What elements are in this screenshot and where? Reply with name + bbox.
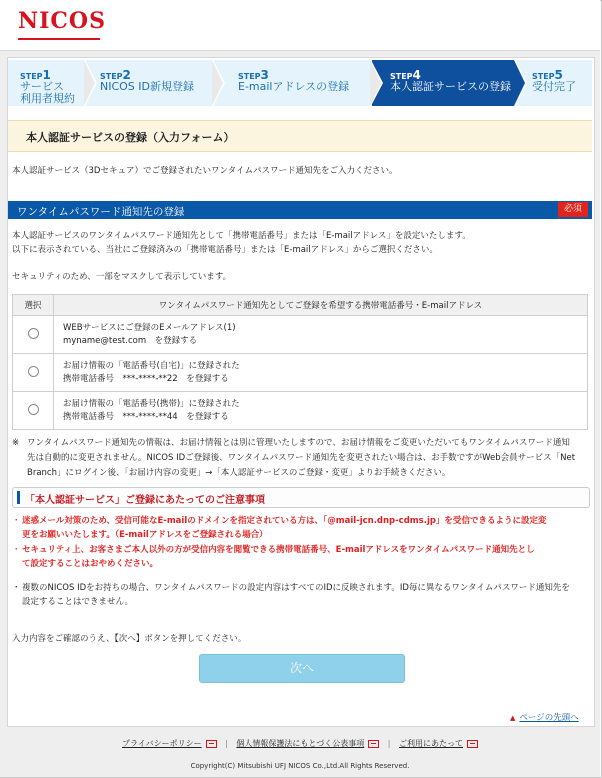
radio-home-phone[interactable] [28,366,39,377]
bullet: ・ [12,545,21,555]
page-top-label: ページの先頭へ [519,713,579,723]
mask-note: セキュリティのため、一部をマスクして表示しています。 [12,272,232,282]
external-window-icon [368,740,379,748]
option-line-1: WEBサービスにご登録のEメールアドレス(1) [63,322,236,333]
step-5 [516,60,592,106]
step-label: E-mailアドレスの登録 [238,80,350,93]
logo-underline [18,38,100,40]
site-footer [0,728,600,776]
step-label: サービス 利用者規約 [20,80,75,105]
step-arrow [212,60,223,106]
step-number: 4 [412,68,421,82]
caution-item-2 [12,543,590,571]
footer-link-privacy[interactable]: プライバシーポリシー [121,739,202,748]
external-window-icon [467,740,478,748]
column-header-select: 選択 [13,295,54,316]
caution-line: 更をお願いいたします。（E-mailアドレスをご登録される場合） [22,530,268,540]
required-badge: 必須 [558,202,588,217]
step-arrow [514,60,525,106]
caution-header-accent [17,491,20,504]
bullet: ・ [12,583,21,593]
option-line-1: お届け情報の「電話番号(自宅)」に登録された [63,360,240,371]
table-row[interactable] [13,392,588,430]
caution-header [12,487,590,508]
step-prefix: STEP [100,72,123,81]
column-header-target: ワンタイムパスワード通知先としてご登録を希望する携帯電話番号・E-mailアドレス [54,295,588,316]
step-prefix: STEP [20,72,43,81]
step-1 [8,60,84,106]
note-mark: ※ [12,438,20,448]
step-number: 2 [122,68,131,82]
step-progress-bar [8,60,592,106]
notification-target-table [12,294,588,430]
note-line: Branch」にログイン後、「お届け内容の変更」→「本人認証サービスのご登録・変更」よりお手続きください。 [27,468,451,478]
footer-separator: | [387,739,391,748]
nicos-logo[interactable]: NICOS [18,8,106,34]
table-header-row [13,295,588,316]
caution-item-3 [12,581,590,609]
external-window-icon [206,740,217,748]
notification-note [12,436,590,481]
triangle-up-icon: ▲ [510,714,516,722]
caution-line: 複数のNICOS IDをお持ちの場合、ワンタイムパスワードの設定内容はすべてのIDに反映されます。ID毎に異なるワンタイムパスワード通知先を [22,583,570,593]
option-line-1: お届け情報の「電話番号(携帯)」に登録された [63,398,240,409]
step-prefix: STEP [238,72,261,81]
table-row[interactable] [13,316,588,354]
step-number: 3 [260,68,269,82]
step-3 [214,60,370,106]
footer-separator: | [225,739,228,748]
site-header [0,0,600,51]
section-description-2: 以下に表示されている、当社にご登録済みの「携帯電話番号」または「E-mailアドレス」からご選択ください。 [12,245,438,255]
caution-line: セキュリティ上、お客さまご本人以外の方が受信内容を閲覧できる携帯電話番号、E-mailアドレスをワンタイムパスワード通知先とし [22,545,535,555]
intro-text: 本人認証サービス（3Dセキュア）でご登録されたいワンタイムパスワード通知先をご入力ください。 [12,166,398,176]
caution-line: 設定することはできません。 [22,597,134,607]
confirm-instruction: 入力内容をご確認のうえ、【次へ】ボタンを押してください。 [12,634,247,644]
footer-link-terms[interactable]: ご利用にあたって [399,739,464,748]
section-description-1: 本人認証サービスのワンタイムパスワード通知先として「携帯電話番号」または「E-mailアドレス」を設定いたします。 [12,231,471,241]
next-button[interactable]: 次へ [199,654,405,683]
step-2 [86,60,212,106]
step-4-current [372,60,514,106]
radio-mobile-phone[interactable] [28,404,39,415]
caution-line: 迷惑メール対策のため、受信可能なE-mailのドメインを指定されている方は、「@mail-jcn.dnp-cdms.jp」を受信できるように設定変 [22,516,547,526]
step-number: 5 [554,68,563,82]
option-line-2: 携帯電話番号 ***-****-**44 を登録する [63,411,229,422]
step-label: NICOS ID新規登録 [100,80,195,93]
step-prefix: STEP [532,72,555,81]
section-header [8,201,592,219]
step-number: 1 [42,68,51,82]
footer-link-disclosure[interactable]: 個人情報保護法にもとづく公表事項 [236,739,365,748]
page-top-link[interactable] [510,711,579,723]
radio-email[interactable] [28,328,39,339]
bullet: ・ [12,516,21,526]
copyright: Copyright(C) Mitsubishi UFJ NICOS Co.,Ltd.All Rights Reserved. [190,762,410,770]
caution-item-1 [12,514,590,542]
page-title: 本人認証サービスの登録（入力フォーム） [26,131,235,144]
step-prefix: STEP [390,72,413,81]
footer-links [0,738,600,749]
step-arrow [370,60,381,106]
step-label: 本人認証サービスの登録 [390,80,511,93]
caution-title: 「本人認証サービス」ご登録にあたってのご注意事項 [25,495,265,506]
step-arrow [84,60,95,106]
option-line-2: myname@test.com を登録する [63,335,198,346]
table-row[interactable] [13,354,588,392]
step-label: 受付完了 [532,80,576,93]
caution-line: て設定することはおやめください。 [22,559,159,569]
note-line: ワンタイムパスワード通知先の情報は、お届け情報とは別に管理いたしますので、お届け情報をご変更いただいてもワンタイムパスワード通知 [27,438,570,448]
section-title: ワンタイムパスワード通知先の登録 [17,206,185,218]
option-line-2: 携帯電話番号 ***-****-**22 を登録する [63,373,229,384]
note-line: 先は自動的に変更されません。NICOS IDご登録後、ワンタイムパスワード通知先を変更されたい場合は、お手数ですがWeb会員サービス「Net [27,453,576,463]
page-title-bar [8,120,592,152]
